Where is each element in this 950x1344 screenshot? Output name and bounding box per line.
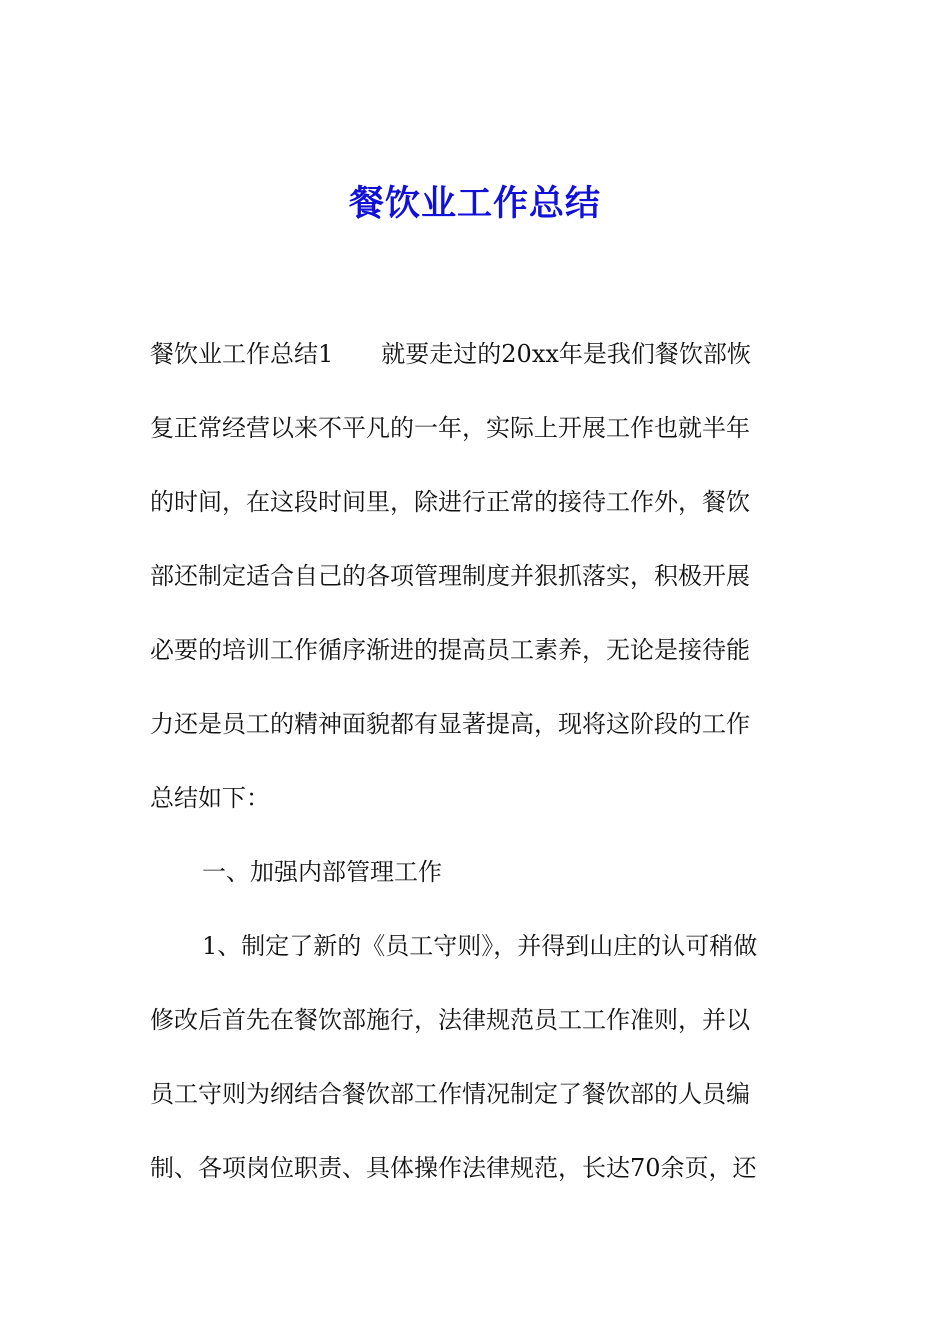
paragraph-line-3: 的时间，在这段时间里，除进行正常的接待工作外，餐饮: [150, 488, 750, 516]
paragraph-start: 就要走过的20xx年是我们餐饮部恢: [381, 340, 751, 368]
paragraph-line-2: 复正常经营以来不平凡的一年，实际上开展工作也就半年: [150, 414, 750, 442]
paragraph-line-11: 制、各项岗位职责、具体操作法律规范，长达70余页，还: [150, 1154, 757, 1182]
paragraph-line-7: 总结如下：: [150, 784, 270, 812]
paragraph-line-10: 员工守则为纲结合餐饮部工作情况制定了餐饮部的人员编: [150, 1080, 750, 1108]
paragraph-line-8: 1、制定了新的《员工守则》，并得到山庄的认可稍做: [202, 932, 758, 960]
paragraph-line-9: 修改后首先在餐饮部施行，法律规范员工工作准则，并以: [150, 1006, 750, 1034]
section-heading: 一、加强内部管理工作: [202, 858, 442, 886]
section-label: 餐饮业工作总结1: [150, 340, 334, 368]
paragraph-line-1: [150, 336, 810, 372]
paragraph-line-4: 部还制定适合自己的各项管理制度并狠抓落实，积极开展: [150, 562, 750, 590]
paragraph-line-6: 力还是员工的精神面貌都有显著提高，现将这阶段的工作: [150, 710, 750, 738]
paragraph-line-5: 必要的培训工作循序渐进的提高员工素养，无论是接待能: [150, 636, 750, 664]
document-title: 餐饮业工作总结: [348, 183, 601, 224]
